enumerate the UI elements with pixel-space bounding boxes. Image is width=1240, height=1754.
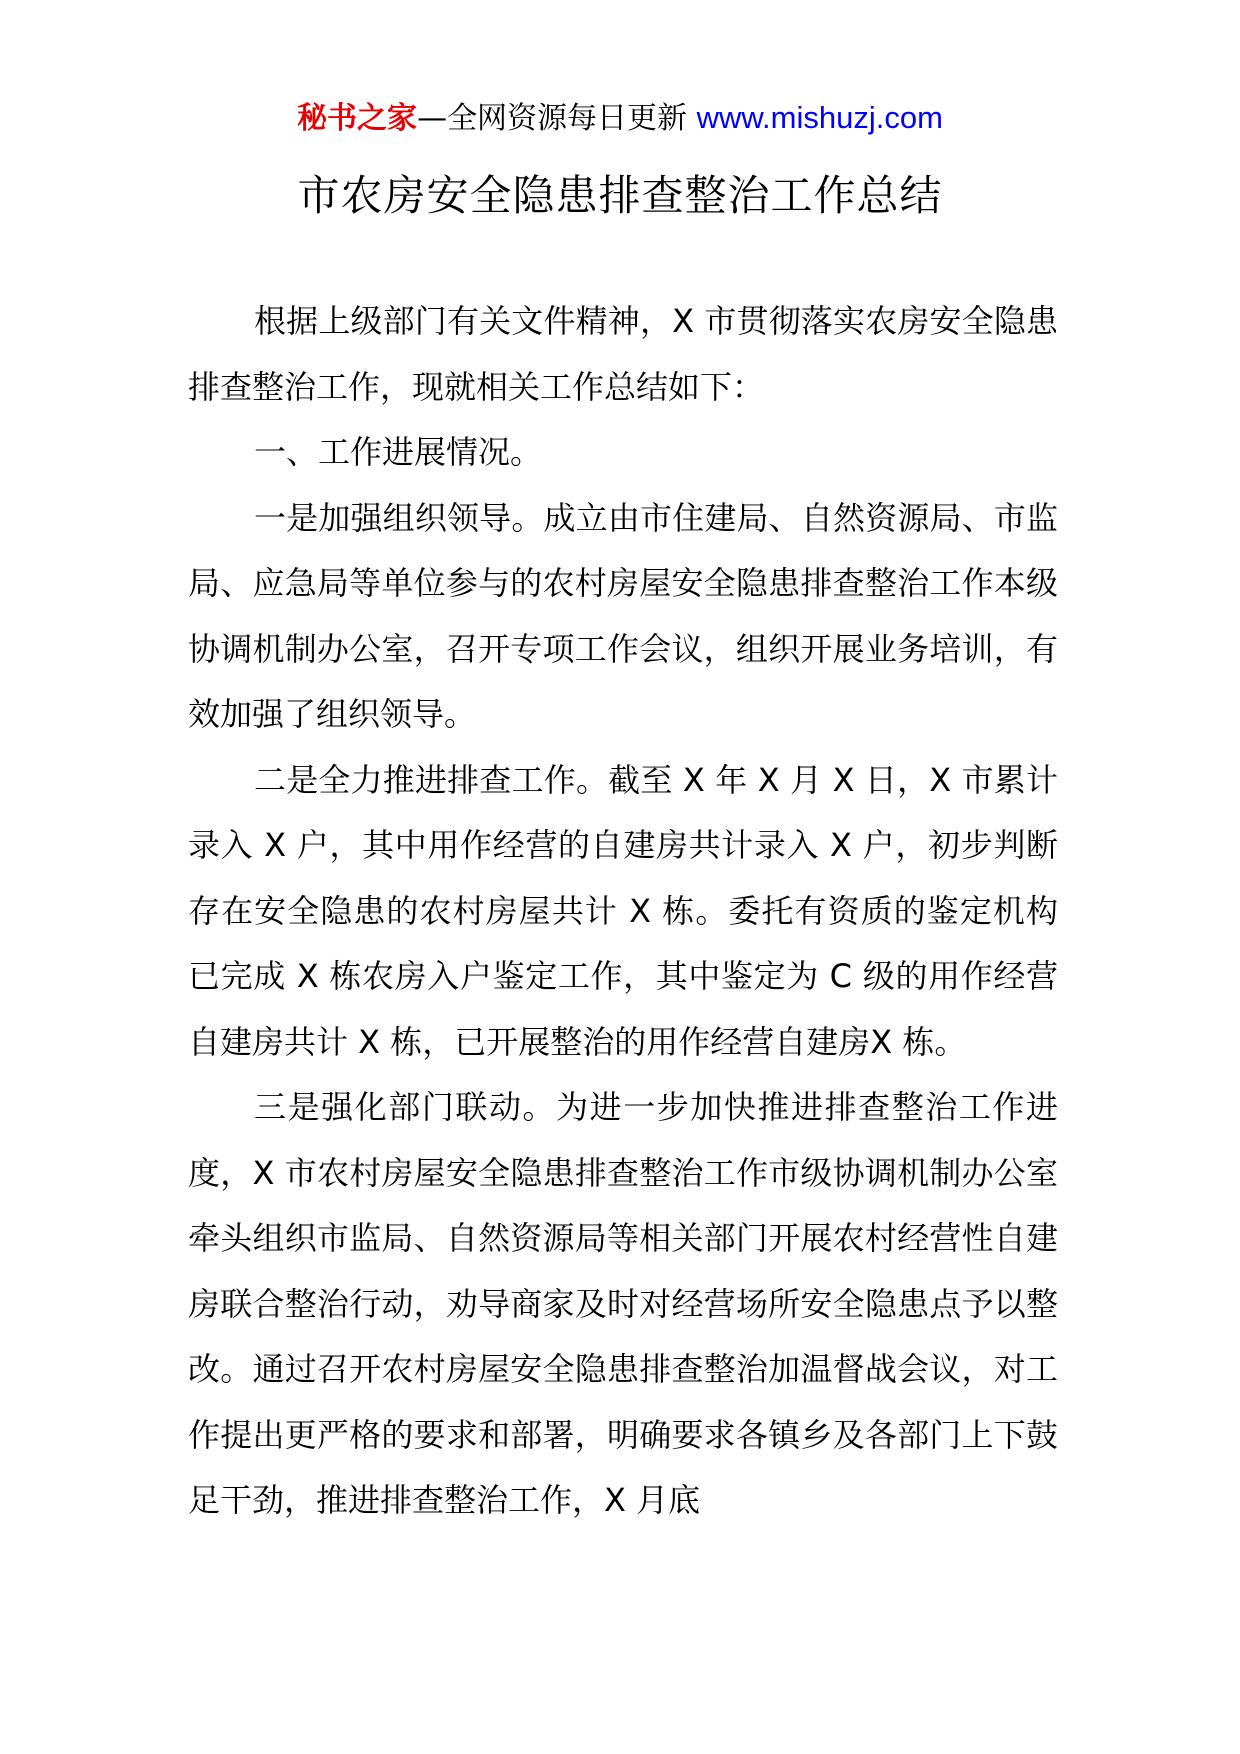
paragraph-inspection: 二是全力推进排查工作。截至 X 年 X 月 X 日，X 市累计录入 X 户，其中用作经营的自建房共计录入 X 户，初步判断存在安全隐患的农村房屋共计 X 栋。委托有资质的鉴定机构已完成 X 栋农房入户鉴定工作，其中鉴定为 C 级的用作经营自建房共计 X 栋，已开展整治的用作经营自建房X 栋。 — [188, 760, 1058, 1061]
site-url-link[interactable]: www.mishuzj.com — [696, 100, 943, 135]
document-body — [188, 289, 1058, 1534]
section-heading: 一、工作进展情况。 — [254, 433, 543, 471]
paragraph-coordination: 三是强化部门联动。为进一步加快推进排查整治工作进度，X 市农村房屋安全隐患排查整治工作市级协调机制办公室牵头组织市监局、自然资源局等相关部门开展农村经营性自建房联合整治行动，劝导商家及时对经营场所安全隐患点予以整改。通过召开农村房屋安全隐患排查整治加温督战会议，对工作提出更严格的要求和部署，明确要求各镇乡及各部门上下鼓足干劲，推进排查整治工作，X 月底 — [188, 1088, 1058, 1519]
document-title: 市农房安全隐患排查整治工作总结 — [297, 171, 943, 220]
site-header — [0, 98, 1240, 139]
paragraph-organization: 一是加强组织领导。成立由市住建局、自然资源局、市监局、应急局等单位参与的农村房屋安全隐患排查整治工作本级协调机制办公室，召开专项工作会议，组织开展业务培训，有效加强了组织领导。 — [188, 498, 1058, 733]
intro-paragraph: 根据上级部门有关文件精神，X 市贯彻落实农房安全隐患排查整治工作，现就相关工作总结如下： — [188, 302, 1058, 406]
site-tagline: —全网资源每日更新 — [417, 101, 688, 136]
brand-name: 秘书之家 — [297, 101, 418, 136]
